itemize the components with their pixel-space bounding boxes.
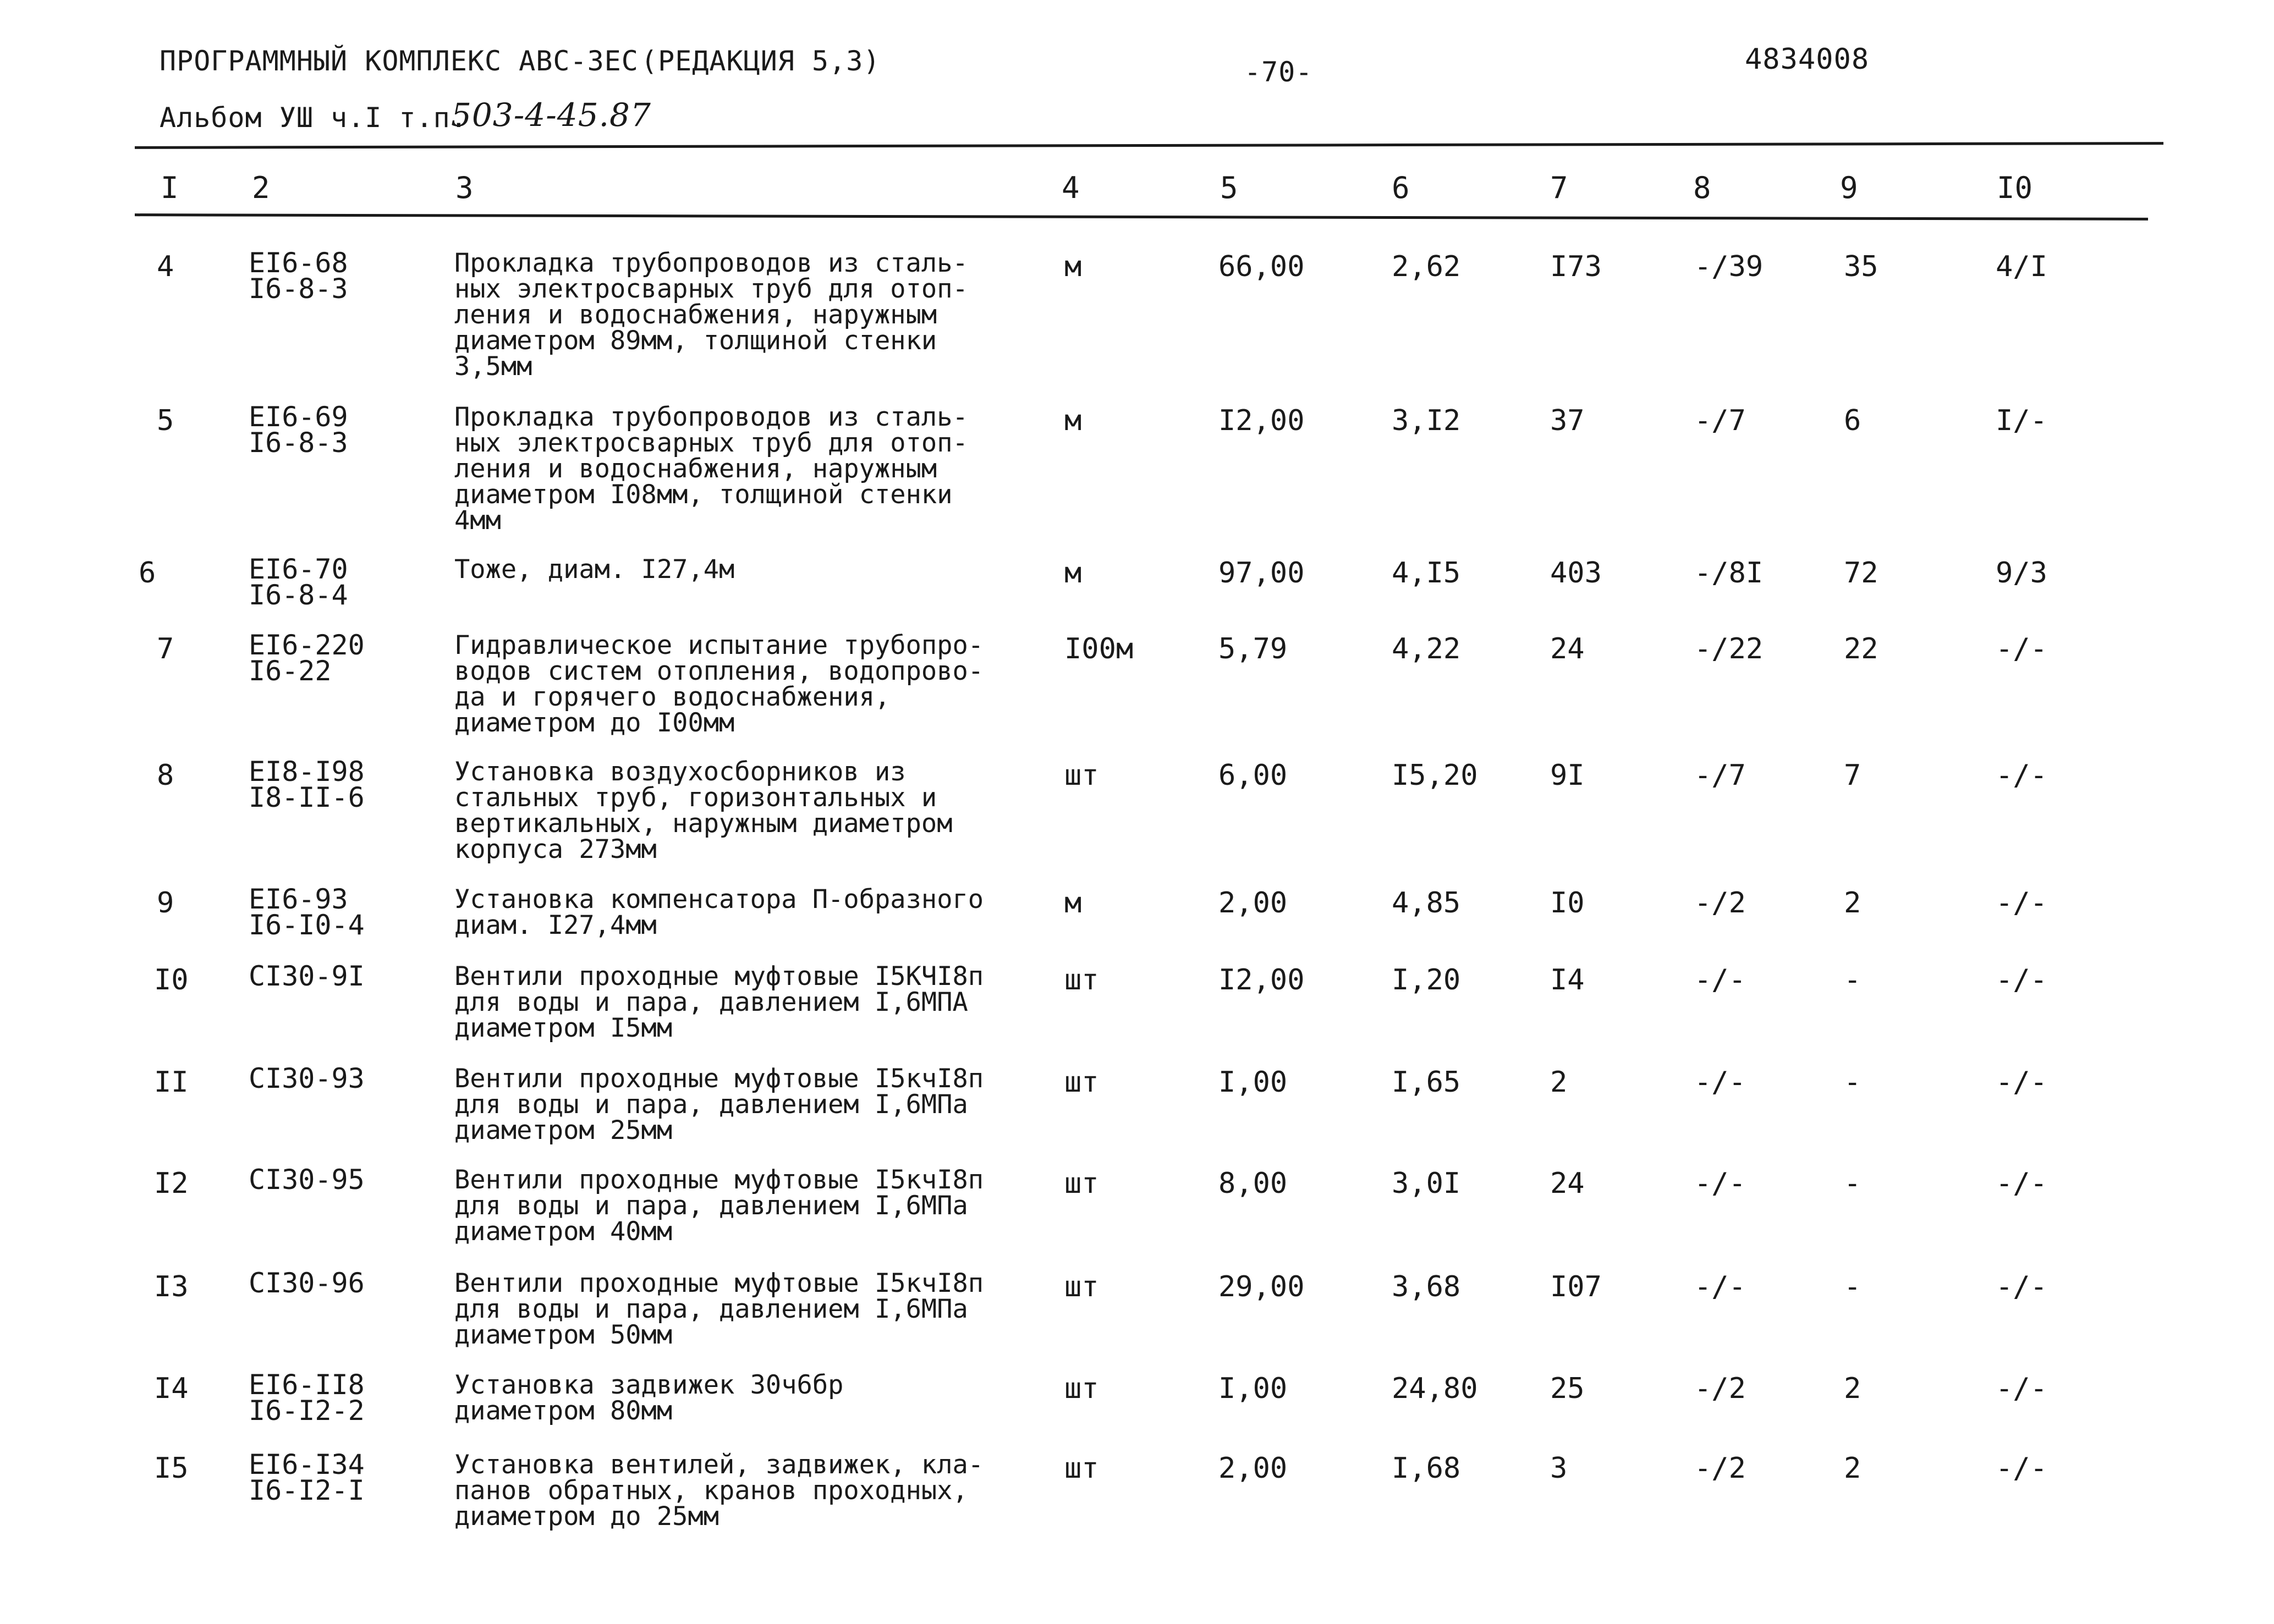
- description-line: Установка воздухосборников из: [454, 757, 906, 787]
- quantity: 8,00: [1218, 1167, 1288, 1200]
- quantity: I2,00: [1218, 404, 1305, 437]
- work-description: [454, 757, 1015, 865]
- description-line: Установка компенсатора П-образного: [454, 884, 984, 915]
- unit: I00м: [1064, 632, 1134, 665]
- total-cost: I0: [1550, 887, 1585, 920]
- work-description: [454, 554, 1015, 585]
- column-9-value: 6: [1844, 404, 1861, 437]
- description-line: для воды и пара, давлением I,6МПа: [454, 1191, 968, 1221]
- row-number: 7: [157, 632, 174, 665]
- column-header-8: 8: [1693, 170, 1711, 205]
- column-8-value: -/-: [1694, 1167, 1746, 1200]
- column-8-value: -/2: [1694, 887, 1746, 920]
- description-line: водов систем отопления, водопрово-: [454, 656, 984, 686]
- unit-price: I5,20: [1392, 759, 1478, 792]
- column-10-value: -/-: [1996, 632, 2047, 665]
- unit: м: [1064, 557, 1082, 590]
- column-header-1: I: [161, 170, 179, 205]
- total-cost: 403: [1550, 557, 1602, 590]
- unit: шт: [1064, 1270, 1099, 1303]
- total-cost: 24: [1550, 632, 1585, 665]
- quantity: I,00: [1218, 1372, 1288, 1405]
- column-10-value: -/-: [1996, 1066, 2047, 1099]
- unit: м: [1064, 404, 1082, 437]
- description-line: диаметром 50мм: [454, 1320, 673, 1350]
- total-cost: I73: [1550, 250, 1602, 283]
- description-line: ных электросварных труб для отоп-: [454, 274, 968, 304]
- norm-code: [249, 1164, 365, 1196]
- work-description: [454, 248, 1015, 382]
- norm-code: [249, 629, 365, 687]
- description-line: диаметром до I00мм: [454, 708, 735, 738]
- description-line: ления и водоснабжения, наружным: [454, 300, 937, 330]
- edition-label: (РЕДАКЦИЯ 5,3): [641, 45, 881, 77]
- description-line: корпуса 273мм: [454, 834, 657, 865]
- column-9-value: 72: [1844, 557, 1878, 590]
- quantity: 66,00: [1218, 250, 1305, 283]
- norm-code-line: EI8-I98: [249, 756, 365, 788]
- unit: шт: [1064, 1066, 1099, 1099]
- quantity: I,00: [1218, 1066, 1288, 1099]
- norm-code: [249, 1369, 365, 1427]
- work-description: [454, 961, 1015, 1043]
- page-number: -70-: [1244, 56, 1313, 88]
- description-line: Вентили проходные муфтовые I5КЧI8п: [454, 961, 984, 992]
- column-8-value: -/-: [1694, 1270, 1746, 1303]
- description-line: стальных труб, горизонтальных и: [454, 783, 937, 813]
- column-header-9: 9: [1840, 170, 1858, 205]
- total-cost: 2: [1550, 1066, 1568, 1099]
- column-10-value: -/-: [1996, 964, 2047, 997]
- description-line: ления и водоснабжения, наружным: [454, 454, 937, 484]
- program-title: ПРОГРАММНЫЙ КОМПЛЕКС АВС-3ЕС: [160, 45, 639, 77]
- document-number: 4834008: [1745, 43, 1870, 76]
- row-number: 9: [157, 887, 174, 920]
- total-cost: 3: [1550, 1452, 1568, 1485]
- column-header-4: 4: [1062, 170, 1080, 205]
- total-cost: 25: [1550, 1372, 1585, 1405]
- column-8-value: -/2: [1694, 1372, 1746, 1405]
- total-cost: I4: [1550, 964, 1585, 997]
- column-9-value: -: [1844, 1167, 1861, 1200]
- description-line: Прокладка трубопроводов из сталь-: [454, 248, 968, 278]
- row-number: 5: [157, 404, 174, 437]
- work-description: [454, 1270, 1015, 1348]
- unit: шт: [1064, 759, 1099, 792]
- column-9-value: 7: [1844, 759, 1861, 792]
- unit-price: 4,I5: [1392, 557, 1461, 590]
- column-10-value: -/-: [1996, 887, 2047, 920]
- description-line: Установка вентилей, задвижек, кла-: [454, 1450, 984, 1480]
- column-8-value: -/7: [1694, 404, 1746, 437]
- work-description: [454, 402, 1015, 536]
- norm-code-line: I6-8-3: [249, 427, 348, 459]
- total-cost: 37: [1550, 404, 1585, 437]
- column-header-3: 3: [455, 170, 474, 205]
- norm-code-line: I6-8-4: [249, 579, 348, 611]
- unit-price: I,65: [1392, 1066, 1461, 1099]
- work-description: [454, 1064, 1015, 1146]
- description-line: Вентили проходные муфтовые I5кчI8п: [454, 1268, 984, 1298]
- norm-code-line: CI30-9I: [249, 960, 365, 992]
- norm-code-line: EI6-93: [249, 883, 348, 915]
- column-9-value: 22: [1844, 632, 1878, 665]
- unit: шт: [1064, 1372, 1099, 1405]
- norm-code-line: EI6-69: [249, 401, 348, 433]
- description-line: 3,5мм: [454, 351, 532, 382]
- quantity: 29,00: [1218, 1270, 1305, 1303]
- unit: шт: [1064, 1167, 1099, 1200]
- column-9-value: 2: [1844, 1372, 1861, 1405]
- work-description: [454, 884, 1015, 940]
- description-line: Установка задвижек 30ч6бр: [454, 1370, 844, 1400]
- quantity: 5,79: [1218, 632, 1288, 665]
- column-9-value: 2: [1844, 887, 1861, 920]
- norm-code-line: I6-I2-2: [249, 1395, 365, 1427]
- description-line: да и горячего водоснабжения,: [454, 682, 891, 712]
- column-9-value: -: [1844, 1270, 1861, 1303]
- norm-code: [249, 1267, 365, 1299]
- column-header-2: 2: [252, 170, 270, 205]
- unit-price: 3,I2: [1392, 404, 1461, 437]
- quantity: 6,00: [1218, 759, 1288, 792]
- row-number: I2: [154, 1167, 189, 1200]
- column-header-7: 7: [1550, 170, 1568, 205]
- norm-code-line: CI30-93: [249, 1063, 365, 1094]
- column-10-value: -/-: [1996, 1167, 2047, 1200]
- total-cost: I07: [1550, 1270, 1602, 1303]
- norm-code: [249, 1063, 365, 1094]
- description-line: для воды и пара, давлением I,6МПа: [454, 1294, 968, 1324]
- column-8-value: -/-: [1694, 964, 1746, 997]
- row-number: I4: [154, 1372, 189, 1405]
- unit-price: 3,68: [1392, 1270, 1461, 1303]
- description-line: диаметром I08мм, толщиной стенки: [454, 480, 953, 510]
- description-line: вертикальных, наружным диаметром: [454, 808, 953, 839]
- description-line: диаметром 80мм: [454, 1396, 673, 1426]
- unit-price: 4,85: [1392, 887, 1461, 920]
- description-line: для воды и пара, давлением I,6МПА: [454, 987, 968, 1017]
- column-8-value: -/8I: [1694, 557, 1764, 590]
- norm-code-line: EI6-I34: [249, 1449, 365, 1480]
- top-rule: [135, 142, 2163, 149]
- unit-price: I,68: [1392, 1452, 1461, 1485]
- description-line: Вентили проходные муфтовые I5кчI8п: [454, 1165, 984, 1195]
- description-line: Вентили проходные муфтовые I5кчI8п: [454, 1064, 984, 1094]
- column-10-value: I/-: [1996, 404, 2047, 437]
- column-8-value: -/39: [1694, 250, 1764, 283]
- norm-code-line: CI30-95: [249, 1164, 365, 1196]
- unit: шт: [1064, 964, 1099, 997]
- norm-code-line: EI6-68: [249, 247, 348, 279]
- album-code: 503-4-45.87: [451, 96, 651, 134]
- norm-code-line: I6-I0-4: [249, 909, 365, 941]
- quantity: 2,00: [1218, 887, 1288, 920]
- unit-price: 4,22: [1392, 632, 1461, 665]
- row-number: 4: [157, 250, 174, 283]
- unit: м: [1064, 250, 1082, 283]
- description-line: Прокладка трубопроводов из сталь-: [454, 402, 968, 432]
- quantity: I2,00: [1218, 964, 1305, 997]
- norm-code-line: EI6-220: [249, 629, 365, 661]
- norm-code: [249, 553, 348, 611]
- norm-code: [249, 756, 365, 813]
- description-line: Гидравлическое испытание трубопро-: [454, 630, 984, 660]
- description-line: диаметром до 25мм: [454, 1501, 719, 1532]
- description-line: диам. I27,4мм: [454, 910, 657, 940]
- norm-code: [249, 401, 348, 459]
- column-9-value: 35: [1844, 250, 1878, 283]
- quantity: 97,00: [1218, 557, 1305, 590]
- unit-price: I,20: [1392, 964, 1461, 997]
- column-8-value: -/-: [1694, 1066, 1746, 1099]
- album-prefix: Альбом УШ ч.I т.п.: [160, 102, 468, 134]
- row-number: 8: [157, 759, 174, 792]
- column-10-value: -/-: [1996, 1452, 2047, 1485]
- norm-code-line: EI6-II8: [249, 1369, 365, 1401]
- row-number: I5: [154, 1452, 189, 1485]
- work-description: [454, 1167, 1015, 1245]
- column-10-value: 9/3: [1996, 557, 2047, 590]
- norm-code: [249, 960, 365, 992]
- unit: м: [1064, 887, 1082, 920]
- column-10-value: -/-: [1996, 1270, 2047, 1303]
- column-8-value: -/2: [1694, 1452, 1746, 1485]
- column-header-5: 5: [1220, 170, 1238, 205]
- row-number: I3: [154, 1270, 189, 1303]
- description-line: Тоже, диам. I27,4м: [454, 554, 735, 585]
- norm-code-line: I8-II-6: [249, 781, 365, 813]
- description-line: диаметром I5мм: [454, 1013, 673, 1043]
- header-rule: [135, 213, 2148, 221]
- description-line: ных электросварных труб для отоп-: [454, 428, 968, 458]
- column-9-value: -: [1844, 1066, 1861, 1099]
- norm-code: [249, 883, 365, 941]
- description-line: панов обратных, кранов проходных,: [454, 1476, 968, 1506]
- row-number: II: [154, 1066, 189, 1099]
- norm-code-line: CI30-96: [249, 1267, 365, 1299]
- column-10-value: -/-: [1996, 759, 2047, 792]
- column-9-value: -: [1844, 964, 1861, 997]
- description-line: диаметром 40мм: [454, 1216, 673, 1247]
- column-10-value: 4/I: [1996, 250, 2047, 283]
- column-9-value: 2: [1844, 1452, 1861, 1485]
- work-description: [454, 632, 1015, 736]
- description-line: для воды и пара, давлением I,6МПа: [454, 1089, 968, 1120]
- column-header-6: 6: [1392, 170, 1410, 205]
- total-cost: 24: [1550, 1167, 1585, 1200]
- unit-price: 2,62: [1392, 250, 1461, 283]
- column-header-10: I0: [1997, 170, 2033, 205]
- norm-code-line: I6-8-3: [249, 273, 348, 305]
- quantity: 2,00: [1218, 1452, 1288, 1485]
- unit: шт: [1064, 1452, 1099, 1485]
- work-description: [454, 1450, 1015, 1532]
- norm-code-line: I6-I2-I: [249, 1474, 365, 1506]
- row-number: 6: [139, 557, 156, 590]
- unit-price: 3,0I: [1392, 1167, 1461, 1200]
- description-line: диаметром 89мм, толщиной стенки: [454, 326, 937, 356]
- column-8-value: -/22: [1694, 632, 1764, 665]
- description-line: диаметром 25мм: [454, 1115, 673, 1146]
- row-number: I0: [154, 964, 189, 997]
- column-10-value: -/-: [1996, 1372, 2047, 1405]
- description-line: 4мм: [454, 505, 501, 536]
- norm-code-line: I6-22: [249, 655, 332, 687]
- norm-code-line: EI6-70: [249, 553, 348, 585]
- work-description: [454, 1372, 1015, 1424]
- column-8-value: -/7: [1694, 759, 1746, 792]
- norm-code: [249, 1449, 365, 1506]
- total-cost: 9I: [1550, 759, 1585, 792]
- norm-code: [249, 247, 348, 305]
- unit-price: 24,80: [1392, 1372, 1478, 1405]
